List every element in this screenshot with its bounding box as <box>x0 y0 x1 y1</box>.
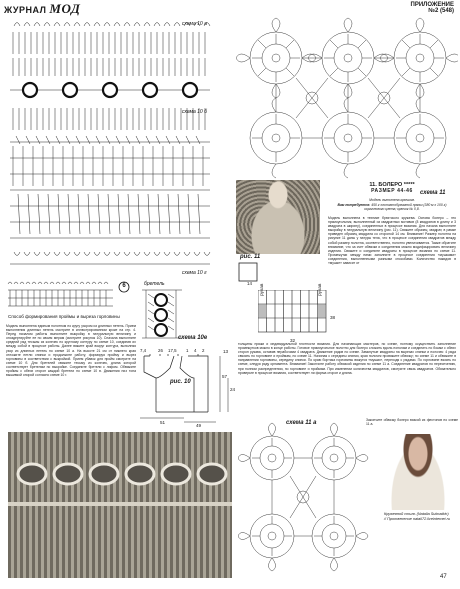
pattern-10-drawing <box>138 350 238 430</box>
model-portrait-photo <box>386 434 450 510</box>
scheme-10e-label: схема 10е <box>178 335 208 341</box>
sleeve-label-right: рукав <box>318 283 323 296</box>
dim-74: 7,4 <box>140 348 147 353</box>
left-instructions: Модель выполнена единым полотном по кругу узором из длинных петель. Прием выполнения длинных петель смотрите в иллюстрированном кроке на стр. 4. Перед началом работы выполните выкройку в натуральную величину и опоздертируйте ее по своим мерам (смотрите рисунок 10). Сначала выполните средний ряд тесьмы из колечек по круглому контуру по схеме 10, соединив их между собой в процессе работы. Далее вяжите край вокруг контура, выполняя узор из длинных петель по схеме 10 а. На высоте 21 см от нижнего края отложите петли спинки и продолжите работу, формируя пройму и вырез горловины в соответствии с выкройкой. Прием убавок для пройм смотрите на схеме 10 б. Для бретелей свяжите тесьму из колечек, длина которой соответствует бретелям по выкройке. Соедините бретели с лифом. Обвяжите проймы с обеих сторон каждой бретели по схеме 10 в. Движения низ топа вышивкой опорой согласно схеме 10 г. <box>6 324 136 378</box>
dim-175: 17,5 <box>168 348 177 353</box>
difficulty-stars: ***** <box>403 182 415 188</box>
dim-26: 26 <box>158 348 163 353</box>
credit-line-2: // Протвенение natali72.liveinternet.ru <box>384 517 451 521</box>
dim-51: 51 <box>160 420 166 425</box>
magazine-logo <box>4 2 80 16</box>
article-size: РАЗМЕР 44-46 <box>371 187 413 194</box>
magazine-name: МОД <box>49 1 81 16</box>
pattern-10-label: рис. 10 <box>170 379 191 385</box>
scheme-10a-label: схема 10 а <box>182 21 207 27</box>
page-number: 47 <box>440 574 447 580</box>
issue-number: №2 (548) <box>428 8 454 15</box>
scheme-10b-label: схема 10 б <box>182 109 207 115</box>
article-title: 11. БОЛЕРО <box>369 182 403 188</box>
crochet-chart-long-loops <box>10 18 222 273</box>
sleeve-label-left: рукав <box>260 283 265 296</box>
materials-text: 450 г хлопчатобумажной пряжи (380 м x 100 г) кораллового цвета; крючок № 0,8. <box>364 203 447 212</box>
crochet-chart-armhole <box>6 280 134 314</box>
supplement-label: ПРИЛОЖЕНИЕ <box>410 2 454 8</box>
dim-49: 49 <box>196 423 202 428</box>
scheme-10g-label: схема 10 г <box>182 270 207 276</box>
article-body-bottom: толщины пряжи и индивидуальной плотности вязания. Для начинающих мастеров, по схеме, поэтому осуществить заполнение промежутков можно в конце работы. Готовое прямоугольное полотно для болеро сложить вдоль пополам и соединить по бокам с обеих сторон рукава, оставив нерабочими 4 квадрата. Движение рядов по схеме. Замкнутые квадраты на вырезах спинки и полочек: 4 ряда связать по горловине и проймам, по схеме 11. Начиная с середины спинки, края полочек провяжите обвязку; по схеме 11 и обвяжите в направлении горловины, середину спинки. По краю бортика горловины вяжутся «мушки», переходя с рядами. По горловине вязать по схеме, следуя ряду орнамента. Внимание! Закончите работу обвязкой изделия по схеме 11 а. Соединение квадратов по пересечению, при полном распределении, по горловине и проймам. При изменении количества квадратов, смотрите связь квадратов. Обязательно проверьте в процессе вязания, соответствует ли форма сторон и длина. <box>238 342 456 375</box>
sample-band <box>8 502 232 506</box>
dim-24: 24 <box>230 387 236 392</box>
model-note: Модель выполнена крючком. <box>369 198 415 202</box>
dim-38: 38 <box>330 315 336 320</box>
lace-sample-photo <box>8 432 232 578</box>
circle-number: 6 <box>122 283 126 289</box>
scheme-11-label: схема 11 <box>420 190 446 196</box>
dim-1: 1 <box>186 348 189 353</box>
issue-info <box>411 2 455 15</box>
strap-label: бретель <box>144 281 165 287</box>
dim-57: 57 <box>222 374 228 379</box>
magazine-prefix: ЖУРНАЛ <box>4 5 47 15</box>
crochet-chart-scheme-11a <box>238 418 378 584</box>
pattern-11-label: рис. 11 <box>240 254 261 260</box>
bolero-layout-grid <box>258 290 328 338</box>
materials-head: Вам потребуется: <box>337 203 371 207</box>
finish-note: Закончите обвязку болеро вязкой из фестонов по схеме 11 а. <box>366 418 458 427</box>
dim-14: 14 <box>247 281 252 286</box>
materials <box>328 203 456 211</box>
article-body-right: Модель выполнена в технике брюггского кружева. Основа болеро – это прямоугольник, выполненный из квадратных мотивов (8 квадратов в длину и 3 квадрата в ширину), соединенных в процессе вязания. Для начала выполните выкройку в натуральную величину (рис. 11). Свяжите образец: квадрат, в рамке приведен образец квадрата со стороной 14 см. Внимание! Размер полотна на рисунке 11 даны у натуры тела, что в процессе соединения квадратов между собой размер полотна, соответственно, полотно увеличивается. Также обратите внимание, что за счет обвязки и соединения можно модифицировать величину изделия. Свяжите и соедините квадраты в процессе вязания по схеме 11. Промежутки между ними заполните в процессе соединения «мушками» соединения, выполненными разными способами. Количество накидов в «мушке» зависит от <box>328 216 456 266</box>
dim-2: 2 <box>202 348 205 353</box>
sample-square <box>238 262 258 282</box>
crochet-chart-scheme-11 <box>236 16 458 184</box>
bolero-photo <box>236 180 320 254</box>
forming-caption: Способ формирования проймы и выреза горловины <box>8 314 120 319</box>
dim-32: 32 <box>290 338 296 343</box>
scheme-11a-label: схема 11 а <box>286 420 317 426</box>
dim-4: 4 <box>194 348 197 353</box>
dim-13: 13 <box>223 349 229 354</box>
credit-line-1: Кружевной стиль (Natalia Suknatkin) <box>384 512 449 516</box>
ring-motif-row <box>8 454 232 494</box>
